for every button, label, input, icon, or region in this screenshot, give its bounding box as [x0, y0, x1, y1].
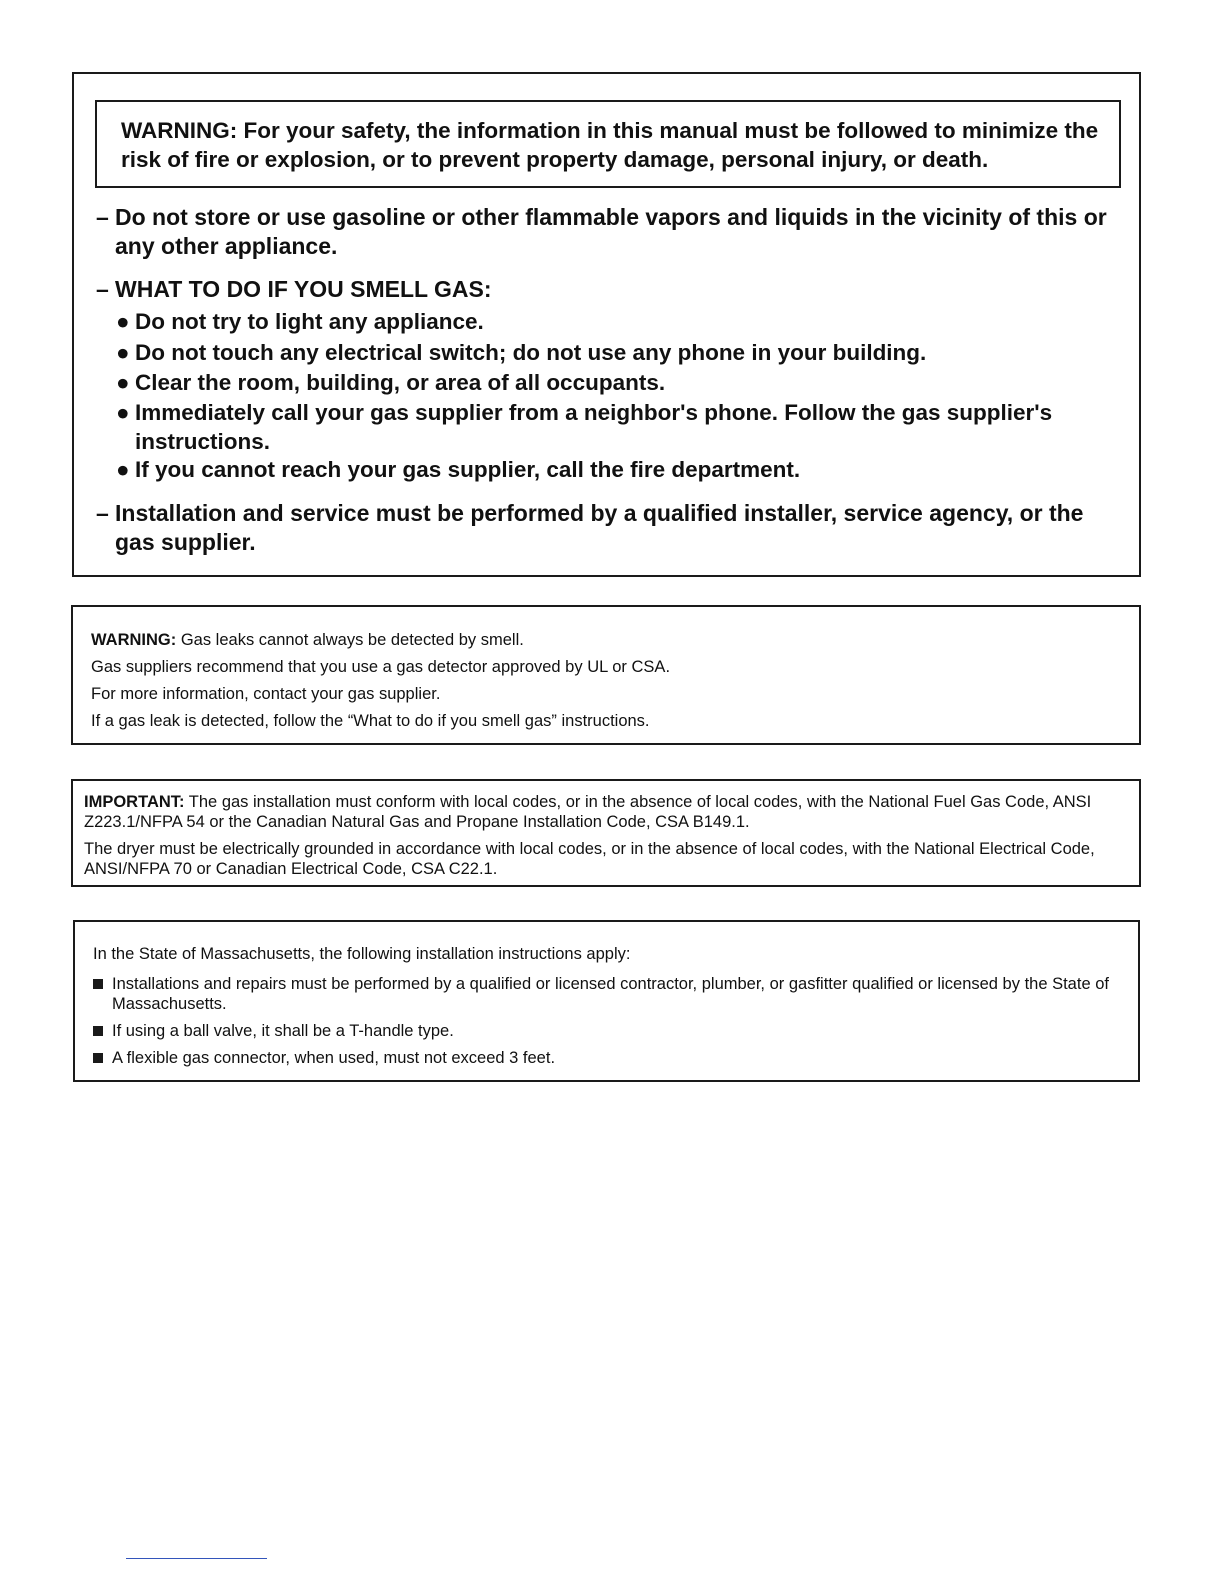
- smell-gas-bullet-text: Clear the room, building, or area of all occupants.: [135, 370, 666, 395]
- massachusetts-list-item: [93, 974, 1112, 1014]
- square-bullet-icon: [93, 1053, 103, 1063]
- square-bullet-icon: [93, 979, 103, 989]
- contact-supplier-line: For more information, contact your gas supplier.: [91, 685, 441, 703]
- flammable-vapors-text: Do not store or use gasoline or other flammable vapors and liquids in the vicinity of this or any other appliance.: [115, 204, 1107, 259]
- smell-gas-bullet: [116, 368, 1121, 397]
- gas-installation-code-paragraph: [84, 793, 1104, 832]
- dash-marker: –: [96, 204, 109, 230]
- gas-leak-text: Gas leaks cannot always be detected by smell.: [176, 631, 524, 649]
- smell-gas-bullet-text: Do not try to light any appliance.: [135, 309, 484, 334]
- leak-detected-line: If a gas leak is detected, follow the “What to do if you smell gas” instructions.: [91, 712, 650, 730]
- smell-gas-bullet: [116, 455, 1121, 484]
- warning-label: WARNING:: [91, 631, 177, 649]
- bullet-marker: ●: [116, 309, 130, 334]
- electrical-grounding-paragraph: The dryer must be electrically grounded in accordance with local codes, or in the absence of local codes, with the National Electrical Code, ANSI/NFPA 70 or Canadian Electrical Code, CSA C22.1.: [84, 840, 1095, 878]
- safety-warning-box: [72, 72, 1141, 577]
- safety-warning-header: WARNING: For your safety, the information in this manual must be followed to minimize the risk of fire or explosion, or to prevent property damage, personal injury, or death.: [95, 100, 1121, 188]
- dash-marker: –: [96, 500, 109, 526]
- gas-leak-line: [91, 627, 1139, 654]
- massachusetts-list-text: If using a ball valve, it shall be a T-handle type.: [112, 1022, 454, 1040]
- dash-marker: –: [96, 276, 109, 302]
- gas-leak-warning-box: [71, 605, 1141, 745]
- smell-gas-bullet-text: Immediately call your gas supplier from a neighbor's phone. Follow the gas supplier's instructions.: [135, 400, 1053, 454]
- smell-gas-heading-text: WHAT TO DO IF YOU SMELL GAS:: [115, 276, 492, 302]
- bullet-marker: ●: [116, 370, 130, 395]
- bullet-marker: ●: [116, 340, 130, 365]
- massachusetts-list-text: A flexible gas connector, when used, must not exceed 3 feet.: [112, 1049, 556, 1067]
- massachusetts-list-text: Installations and repairs must be performed by a qualified or licensed contractor, plumber, or gasfitter qualified or licensed by the State of Massachusetts.: [112, 975, 1109, 1013]
- bullet-marker: ●: [116, 457, 130, 482]
- important-codes-box: [71, 779, 1141, 887]
- smell-gas-heading: [96, 275, 1121, 304]
- smell-gas-bullet-text: If you cannot reach your gas supplier, call the fire department.: [135, 457, 801, 482]
- massachusetts-intro: In the State of Massachusetts, the following installation instructions apply:: [93, 945, 631, 963]
- flammable-vapors-item: [96, 203, 1121, 261]
- qualified-installer-text: Installation and service must be performed by a qualified installer, service agency, or the gas supplier.: [115, 500, 1084, 555]
- smell-gas-bullet-text: Do not touch any electrical switch; do not use any phone in your building.: [135, 340, 927, 365]
- qualified-installer-item: [96, 499, 1121, 557]
- gas-detector-line: Gas suppliers recommend that you use a gas detector approved by UL or CSA.: [91, 658, 671, 676]
- smell-gas-bullet: [116, 307, 1121, 336]
- massachusetts-list-item: [93, 1021, 1112, 1041]
- massachusetts-instructions-box: [73, 920, 1140, 1082]
- square-bullet-icon: [93, 1026, 103, 1036]
- footer-rule: [126, 1558, 267, 1559]
- bullet-marker: ●: [116, 400, 130, 425]
- important-label: IMPORTANT:: [84, 793, 185, 811]
- massachusetts-list-item: [93, 1048, 1112, 1068]
- gas-installation-code-text: The gas installation must conform with local codes, or in the absence of local codes, with the National Fuel Gas Code, ANSI Z223.1/NFPA 54 or the Canadian Natural Gas and Propane Installation Code, CSA B149.1.: [84, 793, 1092, 831]
- smell-gas-bullet: [116, 338, 1121, 367]
- smell-gas-bullet: [116, 398, 1121, 456]
